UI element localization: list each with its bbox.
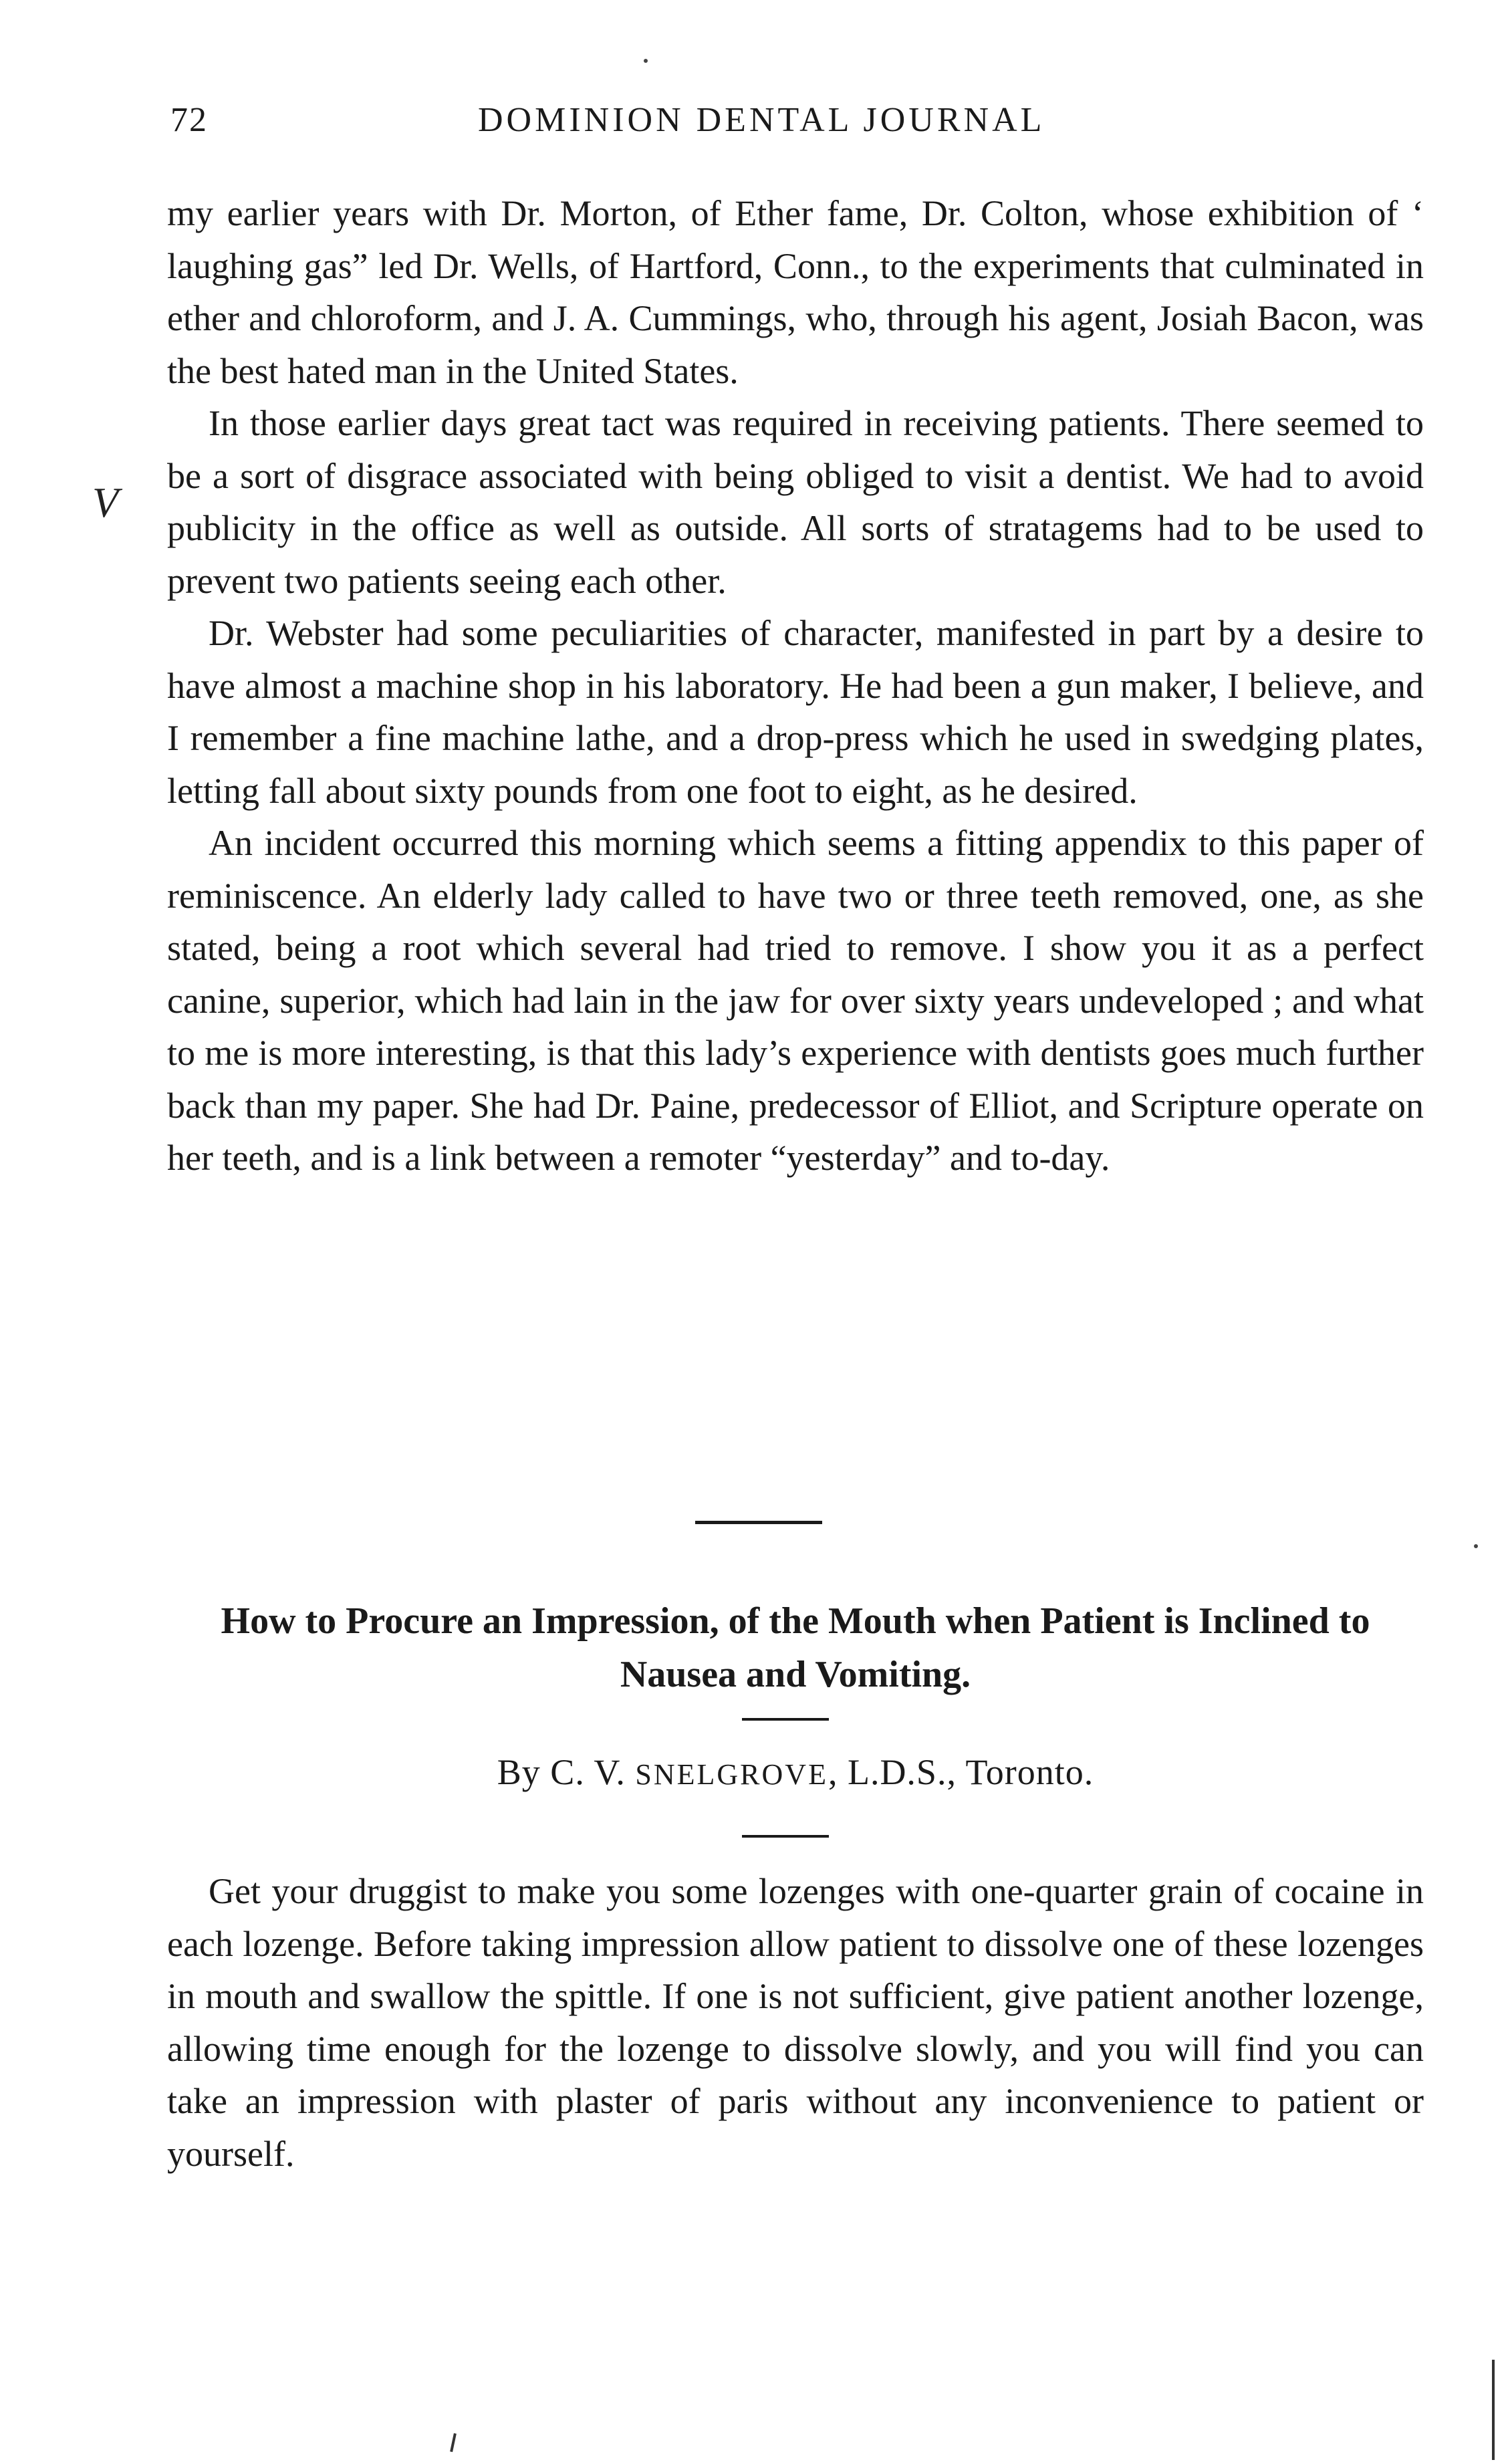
margin-check-mark: V — [92, 479, 119, 526]
byline-author: SNELGROVE — [635, 1758, 828, 1791]
article-byline — [167, 1751, 1424, 1793]
byline-divider-rule — [742, 1835, 829, 1838]
paragraph: Dr. Webster had some peculiarities of character, manifested in part by a desire to have almost a machine shop in his laboratory. He had been a gun maker, I believe, and I remember a fine machine lathe, and a drop-press which he used in swedging plates, letting fall about sixty pounds from one foot to eight, as he desired. — [167, 613, 1424, 811]
scan-speck — [1474, 1544, 1478, 1548]
page-header — [170, 100, 1420, 147]
scan-edge-mark — [1492, 2360, 1495, 2460]
running-head: DOMINION DENTAL JOURNAL — [478, 101, 1045, 139]
page-number: 72 — [170, 101, 208, 139]
paragraph: Get your druggist to make you some lozenges with one-quarter grain of cocaine in each lozenge. Before taking impression allow patient to dissolve one of these lozenges in mouth and swallow the spittle. If one is not sufficient, give patient another lozenge, allowing time enough for the lozenge to dissolve slowly, and you will find you can take an impression with plaster of paris without any inconvenience to patient or yourself. — [167, 1871, 1424, 2174]
paragraph: my earlier years with Dr. Morton, of Ether fame, Dr. Colton, whose exhibition of ‘ laughing gas” led Dr. Wells, of Hartford, Conn., to the experiments that culminated in ether and chloroform, and J. A. Cummings, who, through his agent, Josiah Bacon, was the best hated man in the United States. — [167, 193, 1424, 391]
scan-speck — [644, 59, 648, 63]
section-divider-rule — [695, 1521, 822, 1524]
continued-article-text — [167, 187, 1424, 1185]
scan-speck — [450, 2433, 457, 2452]
article-body — [167, 1865, 1424, 2180]
byline-prefix: By C. V. — [497, 1752, 636, 1792]
article-title: How to Procure an Impression, of the Mouth when Patient is Inclined to Nausea and Vomiting. — [221, 1600, 1370, 1695]
paragraph: In those earlier days great tact was required in receiving patients. There seemed to be a sort of disgrace associated with being obliged to visit a dentist. We had to avoid publicity in the office as well as outside. All sorts of stratagems had to be used to prevent two patients seeing each other. — [167, 403, 1424, 601]
paragraph: An incident occurred this morning which seems a fitting appendix to this paper of reminiscence. An elderly lady called to have two or three teeth removed, one, as she stated, being a root which several had tried to remove. I show you it as a perfect canine, superior, which had lain in the jaw for over sixty years undeveloped ; and what to me is more interesting, is that this lady’s experience with dentists goes much further back than my paper. She had Dr. Paine, predecessor of Elliot, and Scripture operate on her teeth, and is a link between a remoter “yesterday” and to-day. — [167, 823, 1424, 1178]
byline-suffix: , L.D.S., Toronto. — [828, 1752, 1094, 1792]
title-divider-rule — [742, 1718, 829, 1721]
